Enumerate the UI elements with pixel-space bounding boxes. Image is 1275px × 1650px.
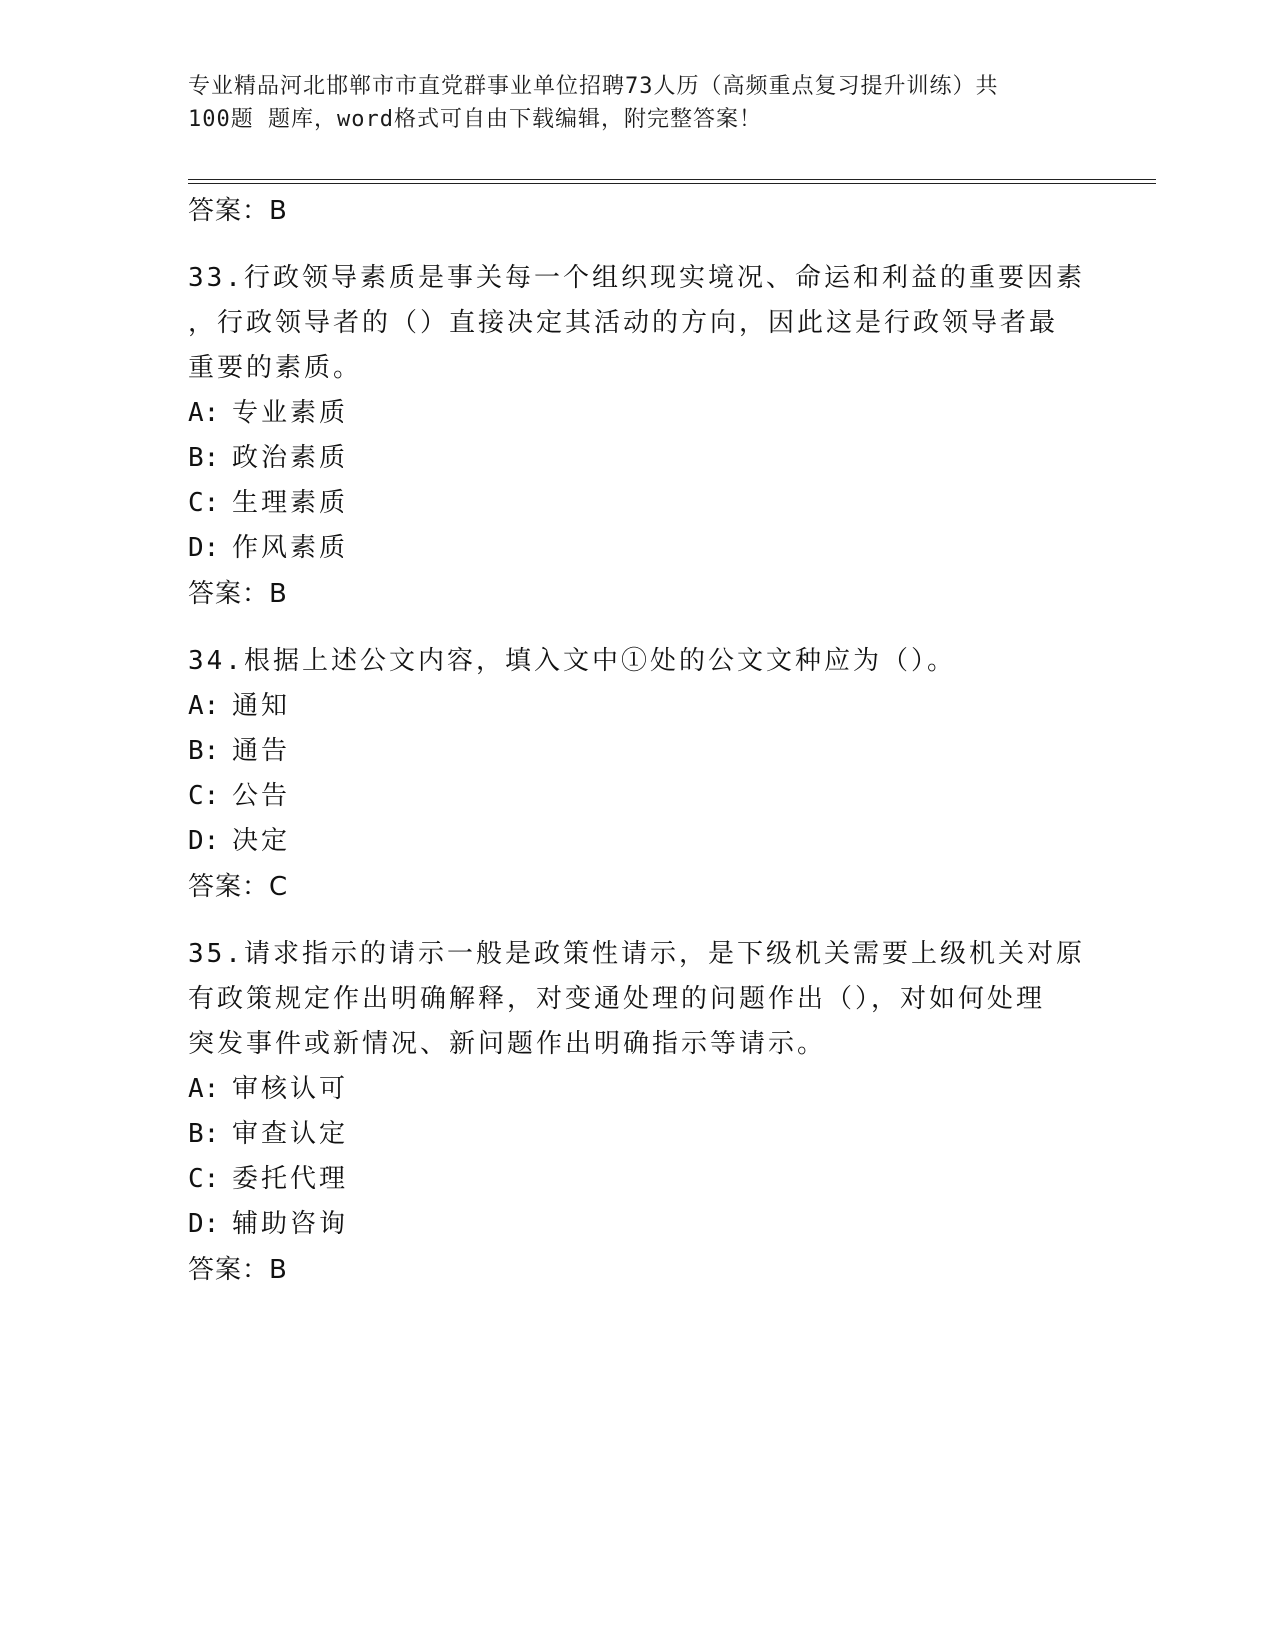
option-text: 委托代理 <box>232 1164 349 1194</box>
stem-line: 35.请求指示的请示一般是政策性请示，是下级机关需要上级机关对原 <box>188 939 1085 969</box>
answer: 答案：B <box>188 579 288 609</box>
option-letter: A: <box>188 1074 220 1104</box>
option-d <box>188 819 1088 864</box>
option-b <box>188 729 1088 774</box>
question-33 <box>188 256 1088 617</box>
page-content <box>188 188 1088 1293</box>
option-text: 决定 <box>232 826 291 856</box>
question-stem <box>188 256 1088 391</box>
stem-line: 33.行政领导素质是事关每一个组织现实境况、命运和利益的重要因素 <box>188 263 1085 293</box>
option-text: 作风素质 <box>232 533 349 563</box>
header-line-1: 专业精品河北邯郸市市直党群事业单位招聘73人历（高频重点复习提升训练）共 <box>188 74 999 99</box>
option-letter: A: <box>188 691 220 721</box>
option-text: 辅助咨询 <box>232 1209 349 1239</box>
option-c <box>188 1157 1088 1202</box>
option-text: 审核认可 <box>232 1074 349 1104</box>
option-text: 政治素质 <box>232 443 349 473</box>
option-b <box>188 1112 1088 1157</box>
stem-line: 重要的素质。 <box>188 353 363 383</box>
stem-line: 突发事件或新情况、新问题作出明确指示等请示。 <box>188 1029 827 1059</box>
option-letter: B: <box>188 736 220 766</box>
question-stem <box>188 639 1088 684</box>
header-line-2: 100题 题库，word格式可自由下载编辑，附完整答案！ <box>188 107 762 132</box>
header-divider-bottom <box>188 183 1156 184</box>
option-b <box>188 436 1088 481</box>
option-text: 审查认定 <box>232 1119 349 1149</box>
question-35 <box>188 932 1088 1293</box>
option-c <box>188 481 1088 526</box>
option-letter: B: <box>188 443 220 473</box>
option-letter: C: <box>188 488 220 518</box>
answer: 答案：B <box>188 1255 288 1285</box>
option-c <box>188 774 1088 819</box>
option-letter: B: <box>188 1119 220 1149</box>
option-text: 公告 <box>232 781 291 811</box>
option-a <box>188 684 1088 729</box>
stem-line: ，行政领导者的（）直接决定其活动的方向，因此这是行政领导者最 <box>188 308 1059 338</box>
question-34 <box>188 639 1088 910</box>
option-text: 通告 <box>232 736 291 766</box>
option-letter: D: <box>188 826 220 856</box>
option-d <box>188 526 1088 571</box>
option-a <box>188 1067 1088 1112</box>
page-header <box>188 70 1078 136</box>
header-divider-top <box>188 179 1156 180</box>
stem-line: 有政策规定作出明确解释，对变通处理的问题作出（），对如何处理 <box>188 984 1046 1014</box>
question-stem <box>188 932 1088 1067</box>
option-letter: D: <box>188 533 220 563</box>
option-text: 通知 <box>232 691 291 721</box>
option-letter: C: <box>188 1164 220 1194</box>
option-a <box>188 391 1088 436</box>
option-letter: D: <box>188 1209 220 1239</box>
option-text: 生理素质 <box>232 488 349 518</box>
option-letter: A: <box>188 398 220 428</box>
option-text: 专业素质 <box>232 398 349 428</box>
previous-answer: 答案：B <box>188 196 288 226</box>
stem-line: 34.根据上述公文内容，填入文中①处的公文文种应为（）。 <box>188 646 956 676</box>
option-letter: C: <box>188 781 220 811</box>
answer: 答案：C <box>188 872 289 902</box>
option-d <box>188 1202 1088 1247</box>
